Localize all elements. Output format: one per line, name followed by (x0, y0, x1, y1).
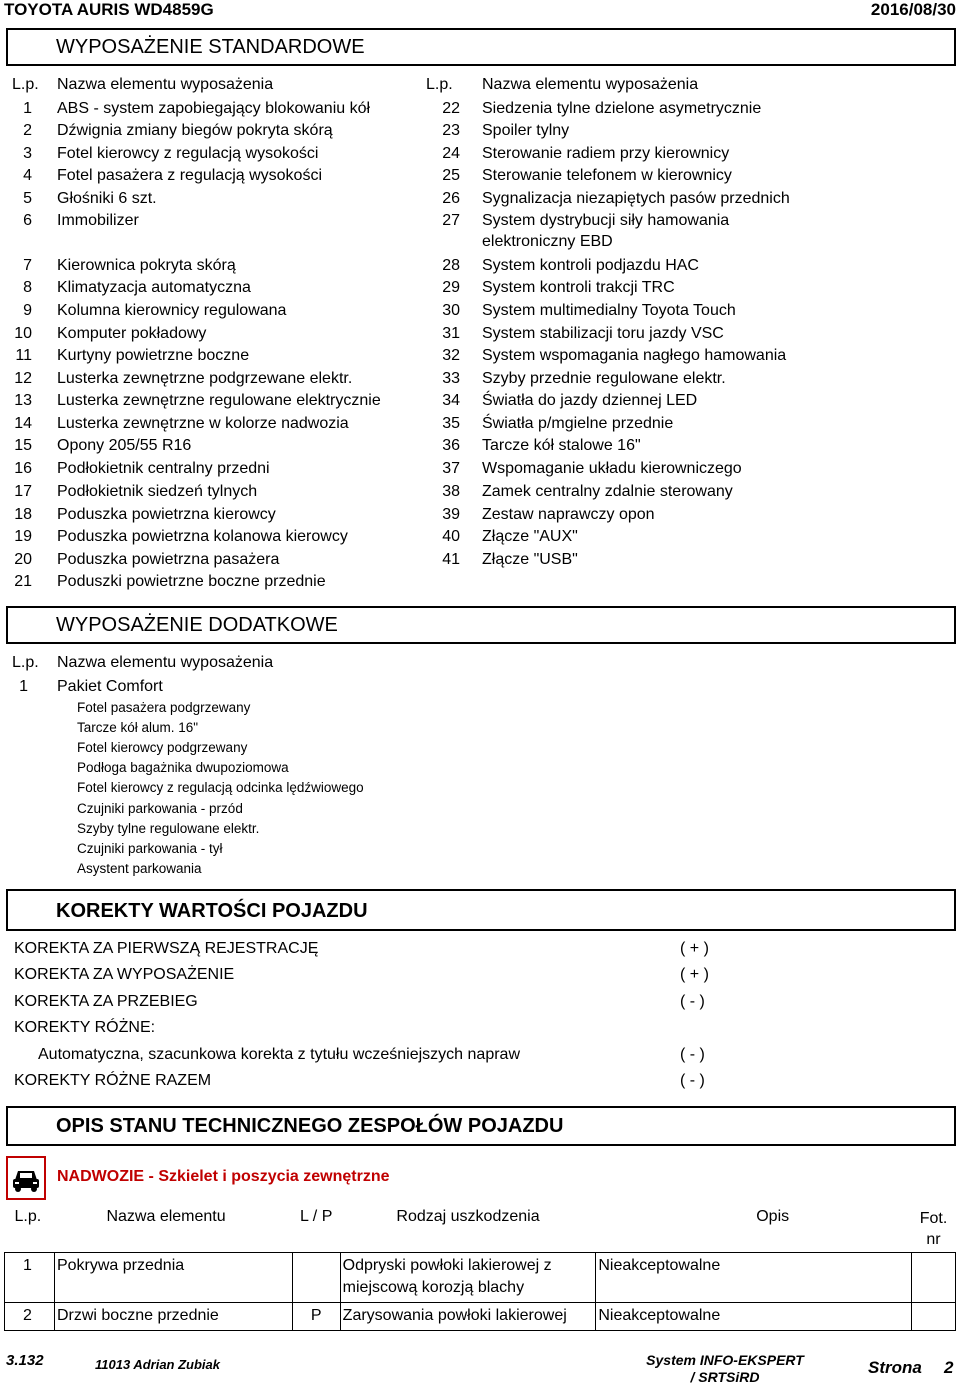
equipment-name: Spoiler tylny (482, 122, 570, 139)
col-description: Opis (756, 1208, 790, 1225)
package-item: Podłoga bagażnika dwupoziomowa (77, 760, 289, 776)
footer-author: 11013 Adrian Zubiak (95, 1357, 220, 1372)
car-icon (6, 1156, 46, 1200)
footer-system-line2: / SRTSiRD (690, 1369, 760, 1385)
damage-photo (911, 1253, 955, 1303)
damage-row (5, 1253, 956, 1303)
equipment-number: 34 (442, 392, 460, 409)
equipment-name: Sterowanie telefonem w kierownicy (482, 167, 732, 184)
col-lr: L / P (300, 1208, 333, 1225)
equipment-name: Sterowanie radiem przy kierownicy (482, 145, 730, 162)
col-lp: L.p. (14, 1208, 42, 1225)
equipment-number: 6 (23, 212, 32, 229)
footer-page-label: Strona (868, 1358, 922, 1377)
correction-label: Automatyczna, szacunkowa korekta z tytułu wcześniejszych napraw (38, 1046, 520, 1063)
equipment-number: 32 (442, 347, 460, 364)
vehicle-title: TOYOTA AURIS WD4859G (4, 0, 214, 19)
equipment-name: Głośniki 6 szt. (57, 190, 157, 207)
standard-col-name-right: Nazwa elementu wyposażenia (482, 76, 699, 93)
equipment-name: Fotel kierowcy z regulacją wysokości (57, 145, 319, 162)
footer-page-number: 2 (944, 1358, 954, 1377)
equipment-number: 30 (442, 302, 460, 319)
equipment-number: 33 (442, 370, 460, 387)
damage-type: Zarysowania powłoki lakierowej (340, 1303, 596, 1331)
equipment-name: Poduszka powietrzna pasażera (57, 551, 280, 568)
standard-equipment-title: WYPOSAŻENIE STANDARDOWE (56, 36, 365, 58)
package-item: Czujniki parkowania - przód (77, 800, 243, 816)
equipment-number: 1 (23, 100, 32, 117)
equipment-name: Poduszka powietrzna kolanowa kierowcy (57, 528, 348, 545)
equipment-number: 3 (23, 145, 32, 162)
equipment-number: 25 (442, 167, 460, 184)
equipment-name: Światła p/mgielne przednie (482, 415, 674, 432)
equipment-name: Kierownica pokryta skórą (57, 257, 236, 274)
equipment-name: Podłokietnik centralny przedni (57, 460, 270, 477)
equipment-name: Wspomaganie układu kierowniczego (482, 460, 742, 477)
package-number: 1 (19, 678, 28, 695)
correction-label: KOREKTY RÓŻNE RAZEM (14, 1072, 212, 1089)
damage-lp: 1 (5, 1253, 55, 1303)
equipment-number: 29 (442, 279, 460, 296)
bodywork-subsection: NADWOZIE - Szkielet i poszycia zewnętrzne (57, 1168, 390, 1185)
equipment-number: 4 (23, 167, 32, 184)
damage-element: Pokrywa przednia (54, 1253, 292, 1303)
damage-table-header (5, 1205, 956, 1253)
package-item: Szyby tylne regulowane elektr. (77, 820, 260, 836)
equipment-name: System stabilizacji toru jazdy VSC (482, 325, 724, 342)
equipment-name: Lusterka zewnętrzne w kolorze nadwozia (57, 415, 349, 432)
equipment-name: Zestaw naprawczy opon (482, 506, 655, 523)
equipment-name: Szyby przednie regulowane elektr. (482, 370, 726, 387)
correction-sign: ( - ) (680, 1046, 705, 1063)
equipment-name: System wspomagania nagłego hamowania (482, 347, 787, 364)
equipment-number: 23 (442, 122, 460, 139)
extra-col-lp: L.p. (12, 654, 39, 671)
equipment-name: Klimatyzacja automatyczna (57, 279, 251, 296)
equipment-number: 9 (23, 302, 32, 319)
equipment-name: System dystrybucji siły hamowania (482, 212, 730, 229)
equipment-name: Tarcze kół stalowe 16" (482, 437, 641, 454)
correction-label: KOREKTA ZA PIERWSZĄ REJESTRACJĘ (14, 940, 319, 957)
correction-sign: ( + ) (680, 940, 709, 957)
equipment-number: 27 (442, 212, 460, 229)
damage-row (5, 1303, 956, 1331)
equipment-name: Lusterka zewnętrzne regulowane elektrycznie (57, 392, 381, 409)
col-photo-nr: nr (926, 1231, 941, 1248)
equipment-number: 2 (23, 122, 32, 139)
standard-col-lp-left: L.p. (12, 76, 39, 93)
standard-col-lp-right: L.p. (426, 76, 453, 93)
package-name: Pakiet Comfort (57, 678, 163, 695)
correction-label: KOREKTA ZA PRZEBIEG (14, 993, 198, 1010)
damage-side (292, 1253, 340, 1303)
equipment-name: Kolumna kierownicy regulowana (57, 302, 287, 319)
equipment-name: System kontroli trakcji TRC (482, 279, 675, 296)
damage-description: Nieakceptowalne (596, 1303, 912, 1331)
equipment-number: 37 (442, 460, 460, 477)
equipment-number: 38 (442, 483, 460, 500)
equipment-number: 11 (15, 347, 32, 364)
equipment-number: 12 (14, 370, 32, 387)
equipment-number: 13 (14, 392, 32, 409)
condition-title: OPIS STANU TECHNICZNEGO ZESPOŁÓW POJAZDU (56, 1115, 564, 1137)
col-photo-label: Fot. (919, 1210, 948, 1227)
equipment-name: Światła do jazdy dziennej LED (482, 392, 698, 409)
correction-sign: ( + ) (680, 966, 709, 983)
equipment-number: 18 (14, 506, 32, 523)
equipment-name: Dźwignia zmiany biegów pokryta skórą (57, 122, 333, 139)
equipment-name: Opony 205/55 R16 (57, 437, 192, 454)
equipment-number: 8 (23, 279, 32, 296)
equipment-name: Kurtyny powietrzne boczne (57, 347, 250, 364)
damage-lp: 2 (5, 1303, 55, 1331)
equipment-number: 19 (14, 528, 32, 545)
equipment-number: 39 (442, 506, 460, 523)
equipment-name: Poduszka powietrzna kierowcy (57, 506, 276, 523)
footer-page-ref: 3.132 (6, 1352, 44, 1369)
equipment-name: Złącze "AUX" (482, 528, 578, 545)
equipment-number: 35 (442, 415, 460, 432)
col-damage-type: Rodzaj uszkodzenia (396, 1208, 540, 1225)
package-item: Asystent parkowania (77, 860, 202, 876)
equipment-name: ABS - system zapobiegający blokowaniu kół (57, 100, 371, 117)
standard-col-name-left: Nazwa elementu wyposażenia (57, 76, 274, 93)
equipment-number: 16 (14, 460, 32, 477)
correction-sign: ( - ) (680, 993, 705, 1010)
damage-side: P (292, 1303, 340, 1331)
footer-system-line1: System INFO-EKSPERT (646, 1352, 804, 1368)
extra-equipment-title-box (6, 606, 956, 644)
package-item: Czujniki parkowania - tył (77, 840, 223, 856)
equipment-name: System kontroli podjazdu HAC (482, 257, 699, 274)
correction-sign: ( - ) (680, 1072, 705, 1089)
equipment-number: 41 (442, 551, 460, 568)
damage-type: Odpryski powłoki lakierowej z miejscową korozją blachy (340, 1253, 596, 1303)
equipment-name: Lusterka zewnętrzne podgrzewane elektr. (57, 370, 353, 387)
equipment-name: Sygnalizacja niezapiętych pasów przednich (482, 190, 790, 207)
package-item: Tarcze kół alum. 16" (77, 720, 199, 736)
condition-title-box (6, 1106, 956, 1146)
damage-table (4, 1205, 956, 1331)
package-item: Fotel pasażera podgrzewany (77, 700, 251, 715)
equipment-number: 10 (14, 325, 32, 342)
equipment-number: 24 (442, 145, 460, 162)
extra-equipment-title: WYPOSAŻENIE DODATKOWE (56, 614, 338, 636)
report-date: 2016/08/30 (870, 0, 956, 19)
damage-description: Nieakceptowalne (596, 1253, 912, 1303)
equipment-number: 22 (442, 100, 460, 117)
equipment-name: Fotel pasażera z regulacją wysokości (57, 167, 323, 184)
equipment-number: 21 (14, 573, 32, 590)
equipment-name: Złącze "USB" (482, 551, 578, 568)
equipment-number: 36 (442, 437, 460, 454)
col-photo (911, 1205, 955, 1253)
footer-system (640, 1352, 810, 1385)
equipment-name-continued: elektroniczny EBD (482, 233, 613, 250)
corrections-title: KOREKTY WARTOŚCI POJAZDU (56, 900, 368, 922)
equipment-number: 28 (442, 257, 460, 274)
equipment-number: 26 (442, 190, 460, 207)
equipment-name: System multimedialny Toyota Touch (482, 302, 736, 319)
equipment-number: 7 (23, 257, 32, 274)
equipment-name: Komputer pokładowy (57, 325, 207, 342)
damage-photo (911, 1303, 955, 1331)
damage-element: Drzwi boczne przednie (54, 1303, 292, 1331)
equipment-number: 14 (14, 415, 32, 432)
equipment-number: 15 (14, 437, 32, 454)
equipment-name: Zamek centralny zdalnie sterowany (482, 483, 733, 500)
equipment-number: 20 (14, 551, 32, 568)
equipment-name: Poduszki powietrzne boczne przednie (57, 573, 326, 590)
extra-col-name: Nazwa elementu wyposażenia (57, 654, 274, 671)
package-item: Fotel kierowcy z regulacją odcinka lędźwiowego (77, 780, 364, 796)
equipment-number: 17 (14, 483, 32, 500)
equipment-number: 31 (442, 325, 460, 342)
equipment-number: 5 (23, 190, 32, 207)
standard-equipment-title-box (6, 28, 956, 66)
col-element-name: Nazwa elementu (106, 1208, 226, 1225)
corrections-title-box (6, 889, 956, 931)
equipment-number: 40 (442, 528, 460, 545)
equipment-name: Siedzenia tylne dzielone asymetrycznie (482, 100, 762, 117)
equipment-name: Podłokietnik siedzeń tylnych (57, 483, 258, 500)
package-item: Fotel kierowcy podgrzewany (77, 740, 248, 756)
page-header (0, 0, 960, 24)
correction-label: KOREKTA ZA WYPOSAŻENIE (14, 966, 235, 983)
equipment-name: Immobilizer (57, 212, 139, 229)
correction-label: KOREKTY RÓŻNE: (14, 1019, 156, 1036)
